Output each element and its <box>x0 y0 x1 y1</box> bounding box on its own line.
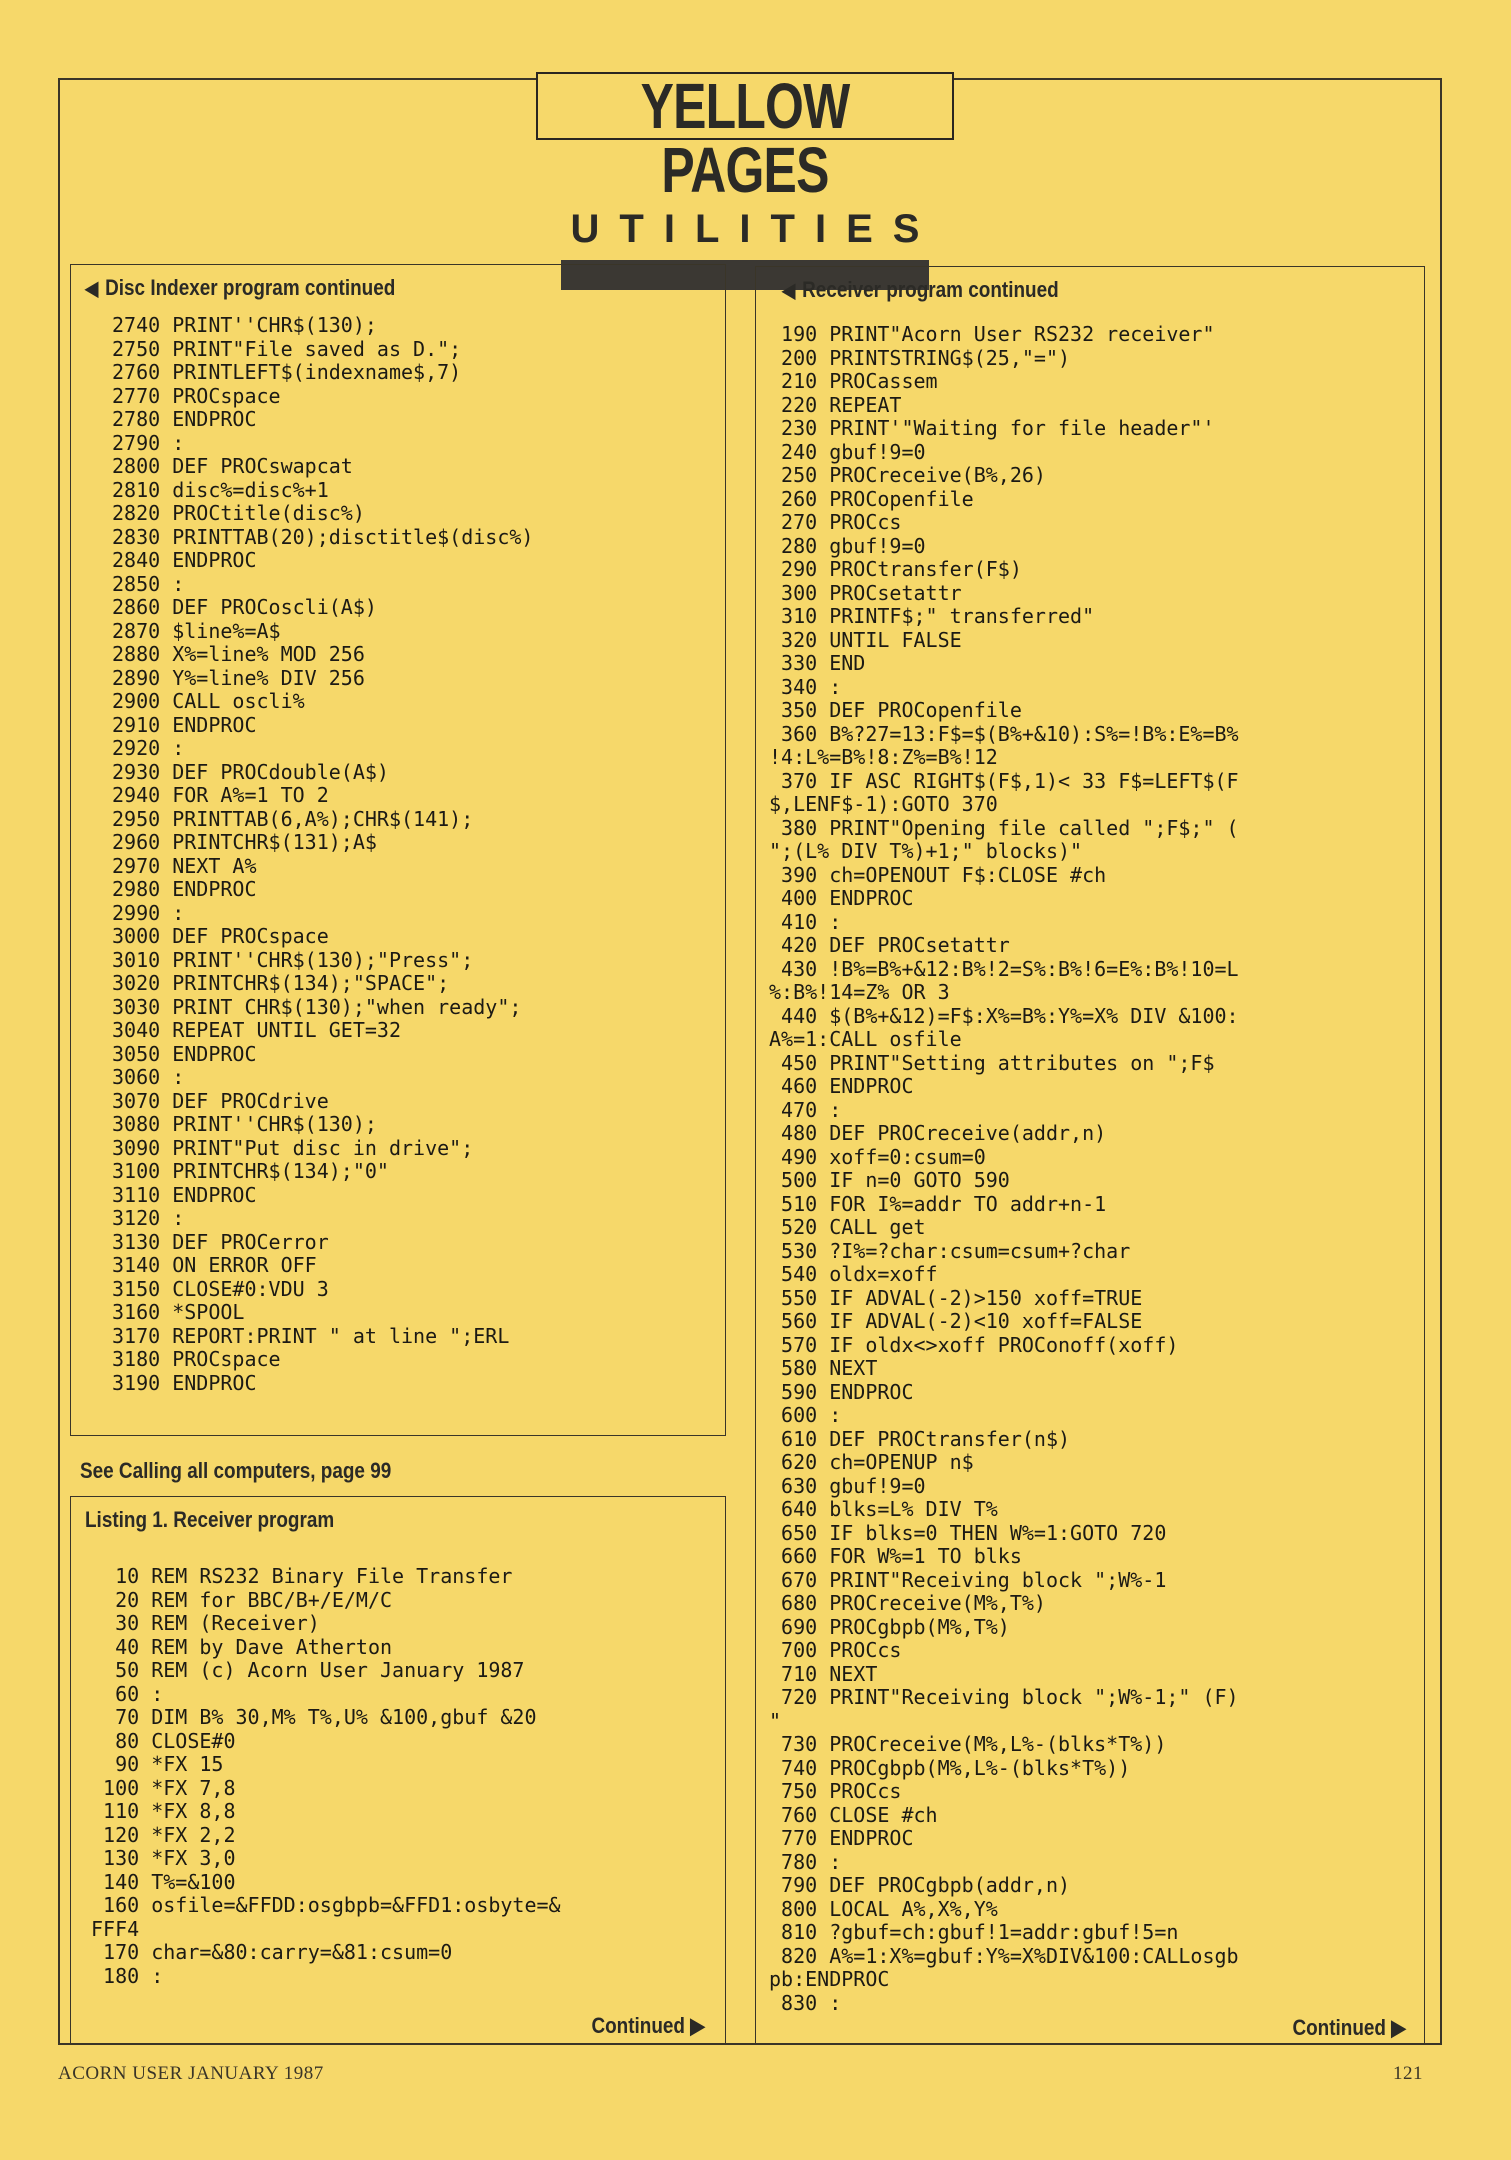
masthead-title-box <box>536 70 954 206</box>
disc-indexer-heading: Disc Indexer program continued <box>105 275 396 300</box>
receiver-listing-code: 10 REM RS232 Binary File Transfer 20 REM for BBC/B+/E/M/C 30 REM (Receiver) 40 REM by Dave Atherton 50 REM (c) Acorn User January 1987 60 : 70 DIM B% 30,M% T%,U% &100,gbuf &20 80 CLOSE#0 90 *FX 15 100 *FX 7,8 110 *FX 8,8 120 *FX 2,2 130 *FX 3,0 140 T%=&100 160 osfile=&FFDD:osgbpb=&FFD1:osbyte=& FFF4 170 char=&80:carry=&81:csum=0 180 : <box>91 1564 561 1988</box>
receiver-continued-heading-row <box>782 277 1059 303</box>
disc-indexer-code: 2740 PRINT''CHR$(130); 2750 PRINT"File saved as D."; 2760 PRINTLEFT$(indexname$,7) 2770 PROCspace 2780 ENDPROC 2790 : 2800 DEF PROCswapcat 2810 disc%=disc%+1 2820 PROCtitle(disc%) 2830 PRINTTAB(20);disctitle$(disc%) 2840 ENDPROC 2850 : 2860 DEF PROCoscli(A$) 2870 $line%=A$ 2880 X%=line% MOD 256 2890 Y%=line% DIV 256 2900 CALL oscli% 2910 ENDPROC 2920 : 2930 DEF PROCdouble(A$) 2940 FOR A%=1 TO 2 2950 PRINTTAB(6,A%);CHR$(141); 2960 PRINTCHR$(131);A$ 2970 NEXT A% 2980 ENDPROC 2990 : 3000 DEF PROCspace 3010 PRINT''CHR$(130);"Press"; 3020 PRINTCHR$(134);"SPACE"; 3030 PRINT CHR$(130);"when ready"; 3040 REPEAT UNTIL GET=32 3050 ENDPROC 3060 : 3070 DEF PROCdrive 3080 PRINT''CHR$(130); 3090 PRINT"Put disc in drive"; 3100 PRINTCHR$(134);"0" 3110 ENDPROC 3120 : 3130 DEF PROCerror 3140 ON ERROR OFF 3150 CLOSE#0:VDU 3 3160 *SPOOL 3170 REPORT:PRINT " at line ";ERL 3180 PROCspace 3190 ENDPROC <box>112 313 534 1395</box>
receiver-listing-panel <box>70 1496 726 2044</box>
masthead <box>536 72 954 290</box>
continued-label-left <box>592 2013 705 2039</box>
arrow-right-icon: ▶ <box>690 2013 705 2038</box>
masthead-subtitle: UTILITIES <box>570 207 940 251</box>
receiver-listing-heading: Listing 1. Receiver program <box>85 1507 335 1532</box>
footer-page-number: 121 <box>1393 2063 1423 2084</box>
continued-text-left: Continued <box>591 2013 686 2038</box>
continued-text-right: Continued <box>1292 2015 1387 2040</box>
masthead-title: YELLOW PAGES <box>640 70 850 206</box>
receiver-continued-panel <box>755 266 1425 2044</box>
arrow-left-icon: ◀ <box>782 280 796 302</box>
arrow-left-icon: ◀ <box>85 278 99 300</box>
receiver-continued-code: 190 PRINT"Acorn User RS232 receiver" 200 PRINTSTRING$(25,"=") 210 PROCassem 220 REPEAT 230 PRINT'"Waiting for file header"' 240 gbuf!9=0 250 PROCreceive(B%,26) 260 PROCopenfile 270 PROCcs 280 gbuf!9=0 290 PROCtransfer(F$) 300 PROCsetattr 310 PRINTF$;" transferred" 320 UNTIL FALSE 330 END 340 : 350 DEF PROCopenfile 360 B%?27=13:F$=$(B%+&10):S%=!B%:E%=B% !4:L%=B%!8:Z%=B%!12 370 IF ASC RIGHT$(F$,1)< 33 F$=LEFT$(F $,LENF$-1):GOTO 370 380 PRINT"Opening file called ";F$;" ( ";(L% DIV T%)+1;" blocks)" 390 ch=OPENOUT F$:CLOSE #ch 400 ENDPROC 410 : 420 DEF PROCsetattr 430 !B%=B%+&12:B%!2=S%:B%!6=E%:B%!10=L %:B%!14=Z% OR 3 440 $(B%+&12)=F$:X%=B%:Y%=X% DIV &100: A%=1:CALL osfile 450 PRINT"Setting attributes on ";F$ 460 ENDPROC 470 : 480 DEF PROCreceive(addr,n) 490 xoff=0:csum=0 500 IF n=0 GOTO 590 510 FOR I%=addr TO addr+n-1 520 CALL get 530 ?I%=?char:csum=csum+?char 540 oldx=xoff 550 IF ADVAL(-2)>150 xoff=TRUE 560 IF ADVAL(-2)<10 xoff=FALSE 570 IF oldx<>xoff PROConoff(xoff) 580 NEXT 590 ENDPROC 600 : 610 DEF PROCtransfer(n$) 620 ch=OPENUP n$ 630 gbuf!9=0 640 blks=L% DIV T% 650 IF blks=0 THEN W%=1:GOTO 720 660 FOR W%=1 TO blks 670 PRINT"Receiving block ";W%-1 680 PROCreceive(M%,T%) 690 PROCgbpb(M%,T%) 700 PROCcs 710 NEXT 720 PRINT"Receiving block ";W%-1;" (F) " 730 PROCreceive(M%,L%-(blks*T%)) 740 PROCgbpb(M%,L%-(blks*T%)) 750 PROCcs 760 CLOSE #ch 770 ENDPROC 780 : 790 DEF PROCgbpb(addr,n) 800 LOCAL A%,X%,Y% 810 ?gbuf=ch:gbuf!1=addr:gbuf!5=n 820 A%=1:X%=gbuf:Y%=X%DIV&100:CALLosgb pb:ENDPROC 830 : <box>769 322 1239 2015</box>
arrow-right-icon: ▶ <box>1391 2015 1406 2040</box>
cross-reference: See Calling all computers, page 99 <box>80 1458 392 1483</box>
disc-indexer-panel <box>70 264 726 1436</box>
continued-label-right <box>1293 2015 1406 2041</box>
receiver-continued-heading: Receiver program continued <box>802 277 1059 302</box>
disc-indexer-heading-row <box>85 275 395 301</box>
footer-magazine: ACORN USER JANUARY 1987 <box>58 2063 324 2084</box>
